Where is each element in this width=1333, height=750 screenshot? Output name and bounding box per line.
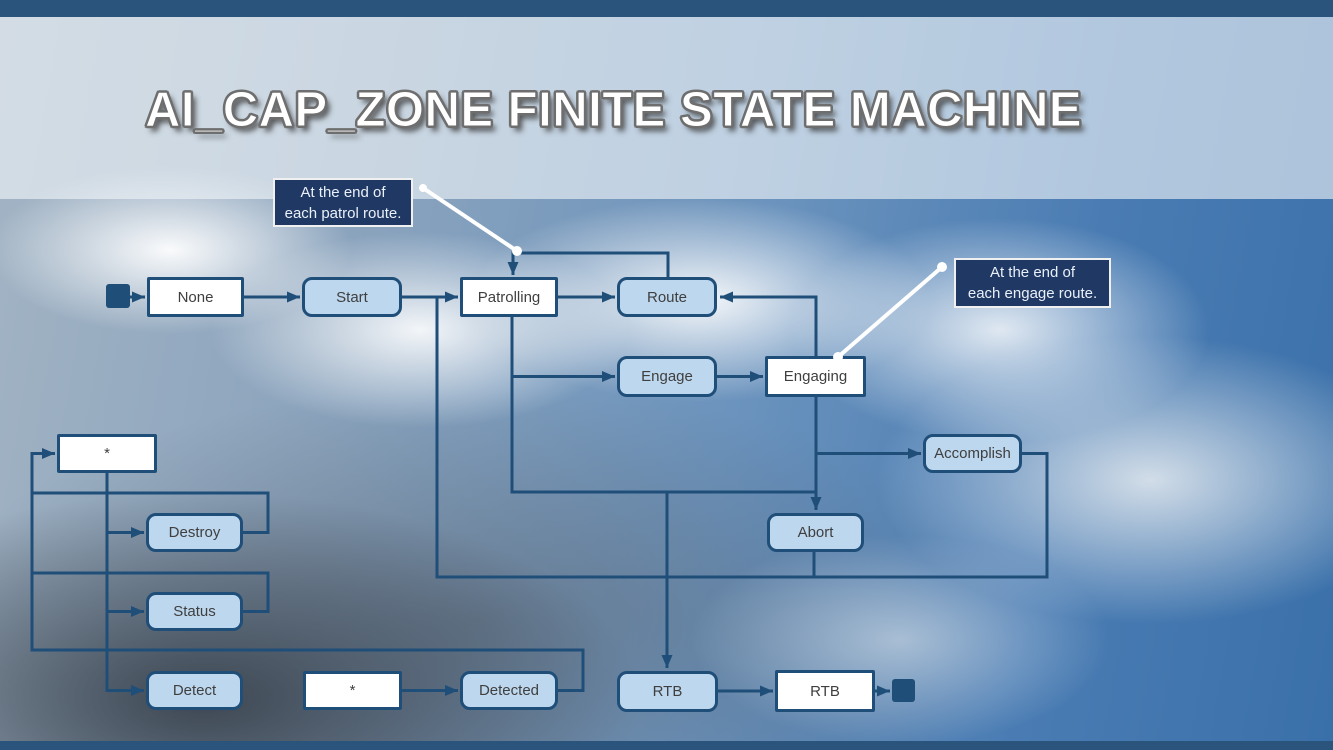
state-any-top: * [57,434,157,473]
callout-text-line: At the end of [300,183,386,201]
engage-callout-leader-line [838,267,942,357]
state-rtb-final: RTB [775,670,875,712]
state-destroy: Destroy [146,513,243,552]
callout-text-line: each patrol route. [284,204,402,222]
state-patrolling: Patrolling [460,277,558,317]
edge-detected-loop-to-any [32,454,583,691]
bottom-bar [0,741,1333,750]
state-route: Route [617,277,717,317]
state-rtb: RTB [617,671,718,712]
state-accomplish: Accomplish [923,434,1022,473]
callout-text-line: each engage route. [967,285,1098,302]
state-abort: Abort [767,513,864,552]
state-engaging: Engaging [765,356,866,397]
edge-patrolling-down-across [512,317,816,492]
state-start: Start [302,277,402,317]
state-engage: Engage [617,356,717,397]
state-none: None [147,277,244,317]
callout-patrol-route [273,178,413,227]
edge-route-loop-to-patrolling [513,253,668,277]
initial-state-marker [106,284,130,308]
callout-engage-route [954,258,1111,308]
slide-title: AI_CAP_ZONE FINITE STATE MACHINE [145,83,1083,137]
leader-dot [512,246,522,256]
top-bar [0,0,1333,17]
edge-any-comb-to-detect [107,473,144,691]
state-detect: Detect [146,671,243,710]
state-status: Status [146,592,243,631]
state-any-bottom: * [303,671,402,710]
state-detected: Detected [460,671,558,710]
callout-text-line: At the end of [989,264,1076,281]
final-state-marker [892,679,915,702]
edge-engaging-to-route [720,297,816,356]
leader-dot [937,262,947,272]
